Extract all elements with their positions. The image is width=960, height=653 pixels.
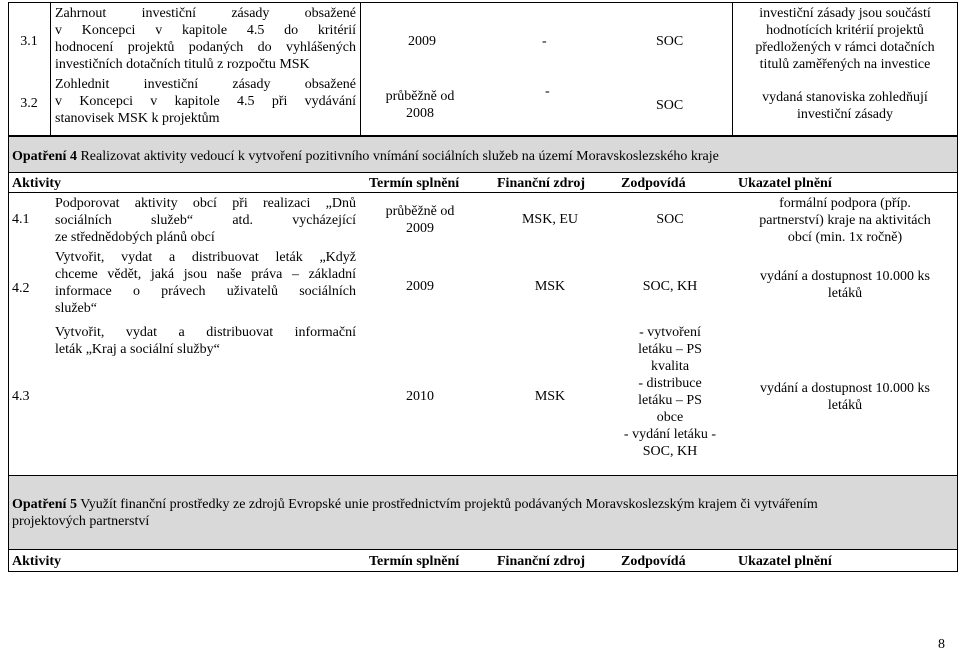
activity-text: Zohlednit investiční zásady obsažené v Koncepci v kapitole 4.5 při vydávání stanovisek MSK k projektům xyxy=(55,77,356,126)
term-value: 2010 xyxy=(406,389,434,404)
responsible-value: SOC xyxy=(656,34,684,49)
column-header-funding: Finanční zdroj xyxy=(497,554,586,569)
funding-value: MSK, EU xyxy=(521,212,578,227)
measure-4-label: Opatření 4 xyxy=(12,149,77,164)
measure-5-text-cont: projektových partnerství xyxy=(12,514,150,529)
indicator-text: formální podpora (příp. partnerství) kraje na aktivitách obcí (min. 1x ročně) xyxy=(759,196,931,245)
responsible-value: SOC xyxy=(656,212,684,227)
indicator-text: investiční zásady jsou součástí hodnotících kritérií projektů předložených v rámci dotačních titulů zaměřených na investice xyxy=(755,6,935,72)
funding-value: MSK xyxy=(534,279,566,294)
dash: - xyxy=(542,34,547,49)
measure-5-heading xyxy=(12,496,818,513)
activity-text: Vytvořit, vydat a distribuovat leták „Když chceme vědět, jaká jsou naše práva – základní informace o právech uživatelů sociálních služeb“ xyxy=(55,250,356,316)
term-value: průběžně od 2008 xyxy=(385,89,455,121)
column-header-responsible: Zodpovídá xyxy=(621,176,686,191)
column-header-term: Termín splnění xyxy=(369,554,460,569)
row-number: 4.3 xyxy=(12,389,30,404)
row-number: 3.1 xyxy=(20,34,38,49)
dash: - xyxy=(545,84,550,99)
column-header-funding: Finanční zdroj xyxy=(497,176,586,191)
indicator-text: vydání a dostupnost 10.000 ks letáků xyxy=(760,269,930,301)
activity-text: Podporovat aktivity obcí při realizaci „Dnů sociálních služeb“ atd. vycházející ze střednědobých plánů obcí xyxy=(55,196,356,245)
indicator-text: vydání a dostupnost 10.000 ks letáků xyxy=(760,381,930,413)
row-number: 3.2 xyxy=(20,96,38,111)
column-header-indicator: Ukazatel plnění xyxy=(738,554,832,569)
measure-4-text: Realizovat aktivity vedoucí k vytvoření pozitivního vnímání sociálních služeb na území Moravskoslezského kraje xyxy=(80,149,719,164)
funding-value: MSK xyxy=(534,389,566,404)
row-number: 4.1 xyxy=(12,212,30,227)
activity-text: Vytvořit, vydat a distribuovat informační leták „Kraj a sociální služby“ xyxy=(55,325,356,357)
term-value: 2009 xyxy=(406,279,434,294)
column-header-indicator: Ukazatel plnění xyxy=(738,176,832,191)
measure-5-label: Opatření 5 xyxy=(12,497,77,512)
term-value: 2009 xyxy=(408,34,436,49)
measure-5-text: Využít finanční prostředky ze zdrojů Evropské unie prostřednictvím projektů podávaných Moravskoslezským krajem či vytvářením xyxy=(80,497,818,512)
responsible-value: SOC xyxy=(656,98,684,113)
term-value: průběžně od 2009 xyxy=(385,204,455,236)
column-header-term: Termín splnění xyxy=(369,176,460,191)
column-header-activities: Aktivity xyxy=(12,176,61,191)
responsible-value: - vytvoření letáku – PS kvalita - distribuce letáku – PS obce - vydání letáku - SOC, KH xyxy=(623,325,717,459)
measure-4-heading xyxy=(12,148,719,165)
activity-text: Zahrnout investiční zásady obsažené v Koncepci v kapitole 4.5 do kritérií hodnocení projektů podaných do vyhlášených investičních dotačních titulů z rozpočtu MSK xyxy=(55,6,356,72)
page-number: 8 xyxy=(938,637,945,652)
row-number: 4.2 xyxy=(12,281,30,296)
column-header-activities: Aktivity xyxy=(12,554,61,569)
responsible-value: SOC, KH xyxy=(642,279,698,294)
indicator-text: vydaná stanoviska zohledňují investiční zásady xyxy=(762,90,928,122)
column-header-responsible: Zodpovídá xyxy=(621,554,686,569)
